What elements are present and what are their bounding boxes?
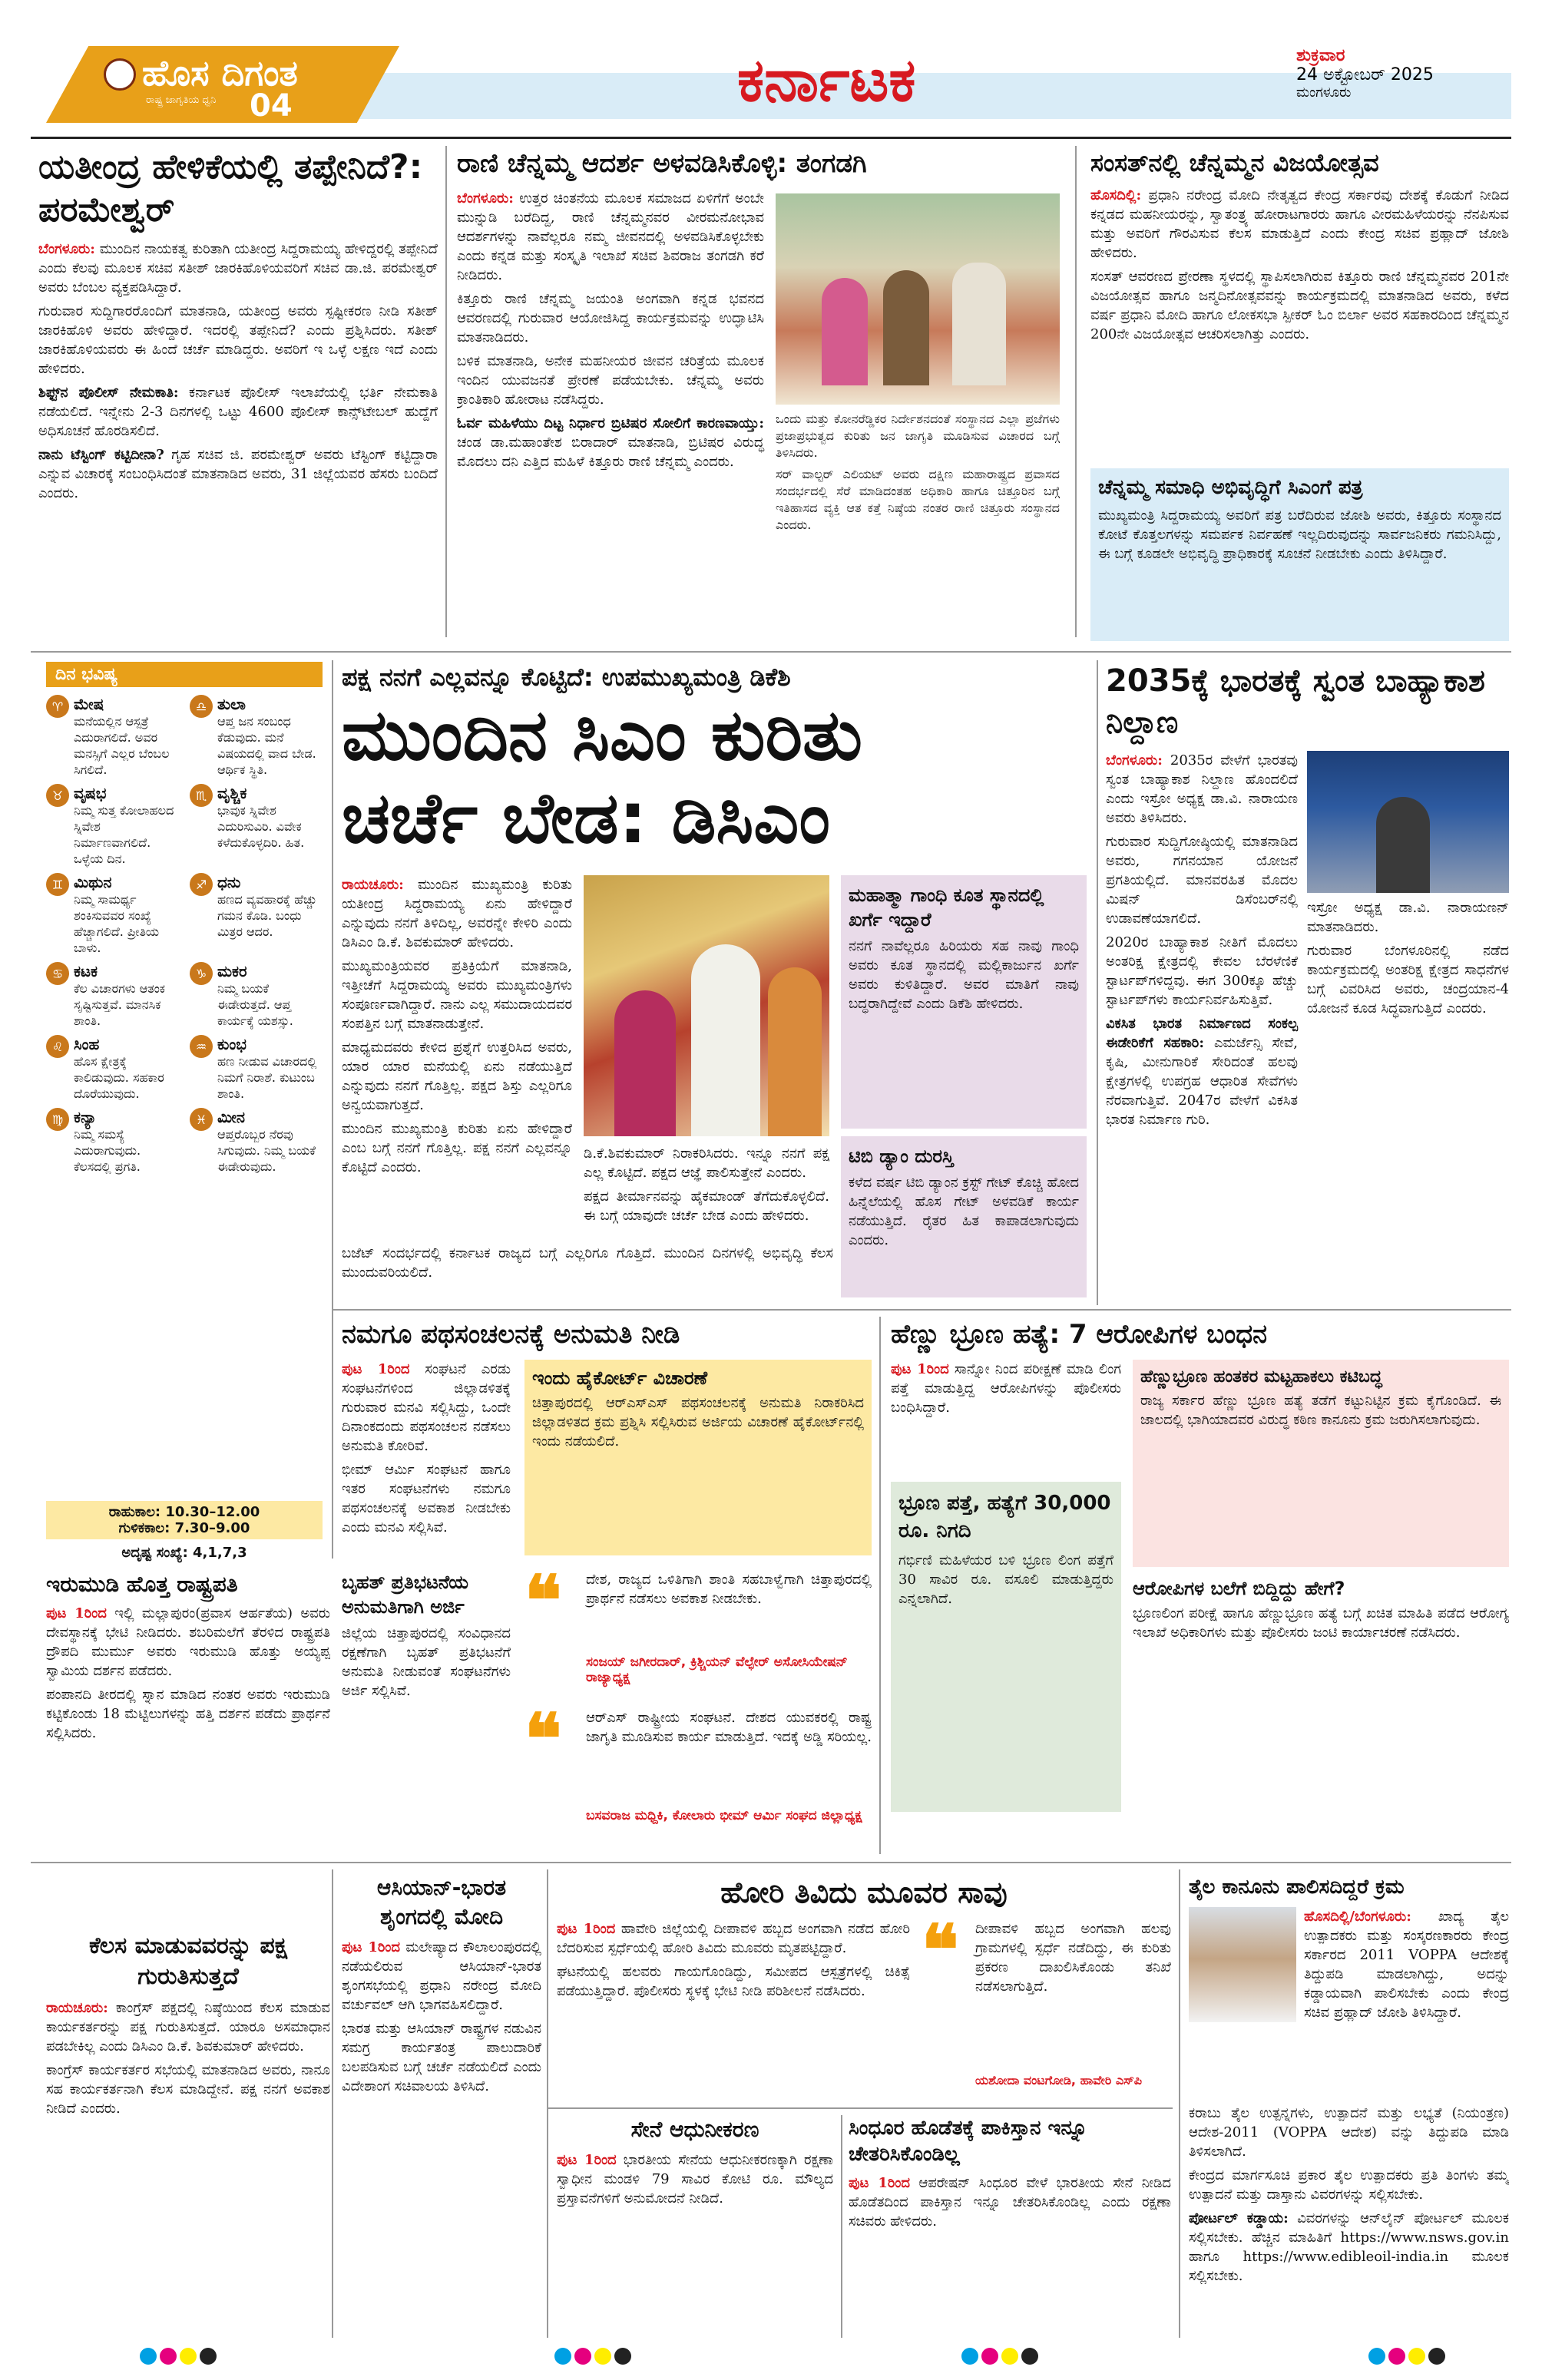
story-space [1106, 660, 1509, 1305]
dateline: ಪುಟ 1ರಿಂದ [891, 1361, 949, 1377]
story-parliament-p1: ಪ್ರಧಾನಿ ನರೇಂದ್ರ ಮೋದಿ ನೇತೃತ್ವದ ಕೇಂದ್ರ ಸರ್ಕಾರವು ದೇಶಕ್ಕೆ ಕೊಡುಗೆ ನೀಡಿದ ಕನ್ನಡದ ಮಹನೀಯರನ್ನು, ಸ್ವಾತಂತ್ರ್ಯ ಹೋರಾಟಗಾರರು ಹಾಗೂ ವೀರಮಹಿಳೆಯರನ್ನು ನೆನಪಿಸುವ ಮತ್ತು ಅವರಿಗೆ ಗೌರವಿಸುವ ಕೆಲಸ ಮಾಡುತ್ತಿದೆ ಎಂದು ಕೇಂದ್ರ ಸಚಿವ ಪ್ರಹ್ಲಾದ್ ಜೋಶಿ ಹೇಳಿದರು. [1090, 187, 1509, 261]
highcourt-text: ಚಿತ್ತಾಪುರದಲ್ಲಿ ಆರ್‌ಎಸ್‌ಎಸ್ ಪಥಸಂಚಲನಕ್ಕೆ ಅನುಮತಿ ನಿರಾಕರಿಸಿದ ಜಿಲ್ಲಾಡಳಿತದ ಕ್ರಮ ಪ್ರಶ್ನಿಸಿ ಸಲ್ಲಿಸಿರುವ ಅರ್ಜಿಯ ವಿಚಾರಣೆ ಹೈಕೋರ್ಟ್‌ನಲ್ಲಿ ಇಂದು ನಡೆಯಲಿದೆ. [532, 1395, 864, 1449]
virgo-icon: ♍ [46, 1108, 69, 1131]
story-yatindra-p4: ಗೃಹ ಸಚಿವ ಜಿ. ಪರಮೇಶ್ವರ್ ಅವರು ಟೆಸ್ಟಿಂಗ್ ಕಟ್ಟಿದ್ದಾರಾ ಎನ್ನುವ ವಿಚಾರಕ್ಕೆ ಸಂಬಂಧಿಸಿದಂತೆ ಮಾತನಾಡಿದ ಅವರು, 31 ಜಿಲ್ಲೆಯವರ ಹೆಸರು ಬಂದಿದೆ ಎಂದರು. [38, 447, 438, 501]
story-rss-p1: ಸಂಘಟನೆ ಎರಡು ಸಂಘಟನೆಗಳಿಂದ ಜಿಲ್ಲಾಡಳಿತಕ್ಕೆ ಗುರುವಾರ ಮನವಿ ಸಲ್ಲಿಸಿದ್ದು, ಒಂದೇ ದಿನಾಂಕದಂದು ಪಥಸಂಚಲನ ನಡೆಸಲು ಅನುಮತಿ ಕೋರಿವೆ. [342, 1361, 511, 1454]
date: 24 ಅಕ್ಟೋಬರ್ 2025 [1296, 65, 1434, 84]
divider [547, 1869, 548, 2338]
cancer-icon: ♋ [46, 962, 69, 985]
story-workers-p2: ಕಾಂಗ್ರೆಸ್ ಕಾರ್ಯಕರ್ತರ ಸಭೆಯಲ್ಲಿ ಮಾತನಾಡಿದ ಅವರು, ನಾನೂ ಸಹ ಕಾರ್ಯಕರ್ತನಾಗಿ ಕೆಲಸ ಮಾಡಿದ್ದೇನೆ. ಪಕ್ಷ ನನಗೆ ಅವಕಾಶ ನೀಡಿದೆ ಎಂದರು. [46, 2062, 330, 2117]
sign-kumbha: ♒ ಕುಂಭ ಹಣ ನೀಡುವ ವಿಚಾರದಲ್ಲಿ ನಿಮಗೆ ನಿರಾಶೆ. ಕುಟುಂಬ ಶಾಂತಿ. [190, 1035, 323, 1102]
dateline: ಪುಟ 1ರಿಂದ [342, 1939, 400, 1955]
dateline: ಹೊಸದಿಲ್ಲಿ: [1090, 187, 1142, 203]
story-chennamma-p3: ಬಳಿಕ ಮಾತನಾಡಿ, ಅನೇಕ ಮಹನೀಯರ ಜೀವನ ಚರಿತ್ರೆಯ ಮೂಲಕ ಇಂದಿನ ಯುವಜನತೆ ಪ್ರೇರಣೆ ಪಡೆಯಬೇಕು. ಚೆನ್ನಮ್ಮ ಅವರು ಕ್ರಾಂತಿಕಾರಿ ಹೋರಾಟ ನಡೆಸಿದ್ದರು. [457, 353, 764, 408]
logo-text: ಹೊಸ ದಿಗಂತ [142, 52, 298, 94]
story-parliament-title: ಸಂಸತ್‌ನಲ್ಲಿ ಚೆನ್ನಮ್ಮನ ವಿಜಯೋತ್ಸವ [1090, 148, 1379, 177]
story-workers-p1: ಕಾಂಗ್ರೆಸ್ ಪಕ್ಷದಲ್ಲಿ ನಿಷ್ಠೆಯಿಂದ ಕೆಲಸ ಮಾಡುವ ಕಾರ್ಯಕರ್ತರನ್ನು ಪಕ್ಷ ಗುರುತಿಸುತ್ತದೆ. ಯಾರೂ ಅಸಮಾಧಾನ ಪಡಬೇಕಿಲ್ಲ ಎಂದು ಡಿಸಿಎಂ ಡಿ.ಕೆ. ಶಿವಕುಮಾರ್ ಹೇಳಿದರು. [46, 2000, 330, 2054]
story-chennamma [457, 146, 1064, 645]
story-space-title: 2035ಕ್ಕೆ ಭಾರತಕ್ಕೆ ಸ್ವಂತ ಬಾಹ್ಯಾಕಾಶ ನಿಲ್ದಾಣ [1106, 663, 1485, 740]
dateline: ಬೆಂಗಳೂರು: [38, 241, 95, 257]
samadhi-box [1090, 468, 1509, 641]
story-rss-title: ನಮಗೂ ಪಥಸಂಚಲನಕ್ಕೆ ಅನುಮತಿ ನೀಡಿ [342, 1319, 680, 1350]
divider [1179, 1869, 1180, 2338]
story-hori-title: ಹೋರಿ ತಿವಿದು ಮೂವರ ಸಾವು [720, 1876, 1008, 1909]
reward-box [891, 1482, 1121, 1812]
story-oil-p3: ಕೇಂದ್ರದ ಮಾರ್ಗಸೂಚಿ ಪ್ರಕಾರ ತೈಲ ಉತ್ಪಾದಕರು ಪ್ರತಿ ತಿಂಗಳು ತಮ್ಮ ಉತ್ಪಾದನೆ ಮತ್ತು ದಾಸ್ತಾನು ವಿವರಗಳನ್ನು ಸಲ್ಲಿಸಬೇಕು. [1189, 2167, 1509, 2203]
dateline: ಪುಟ 1ರಿಂದ [342, 1361, 410, 1377]
story-army-text: ಭಾರತೀಯ ಸೇನೆಯ ಆಧುನೀಕರಣಕ್ಕಾಗಿ ರಕ್ಷಣಾ ಸ್ವಾಧೀನ ಮಂಡಳಿ 79 ಸಾವಿರ ಕೋಟಿ ರೂ. ಮೌಲ್ಯದ ಪ್ರಸ್ತಾವನೆಗಳಿಗೆ ಅನುಮೋದನೆ ನೀಡಿದೆ. [557, 2152, 833, 2206]
divider [879, 1317, 881, 1854]
sign-dhanu: ♐ ಧನು ಹಣದ ವ್ಯವಹಾರಕ್ಕೆ ಹೆಚ್ಚು ಗಮನ ಕೊಡಿ. ಬಂಧು ಮಿತ್ರರ ಆದರ. [190, 873, 323, 956]
divider [332, 1869, 333, 2338]
city: ಮಂಗಳೂರು [1296, 84, 1352, 101]
sign-kanya: ♍ ಕನ್ಯಾ ನಿಮ್ಮ ಸಮಸ್ಯೆ ಎದುರಾಗುವುದು. ಕೆಲಸದಲ್ಲಿ ಪ್ರಗತಿ. [46, 1108, 179, 1175]
caught-text: ಭ್ರೂಣಲಿಂಗ ಪರೀಕ್ಷೆ ಹಾಗೂ ಹೆಣ್ಣುಭ್ರೂಣ ಹತ್ಯೆ ಬಗ್ಗೆ ಖಚಿತ ಮಾಹಿತಿ ಪಡೆದ ಆರೋಗ್ಯ ಇಲಾಖೆ ಅಧಿಕಾರಿಗಳು ಮತ್ತು ಪೊಲೀಸರು ಜಂಟಿ ಕಾರ್ಯಾಚರಣೆ ನಡೆಸಿದರು. [1133, 1605, 1509, 1641]
story-parliament-p2: ಸಂಸತ್ ಆವರಣದ ಪ್ರೇರಣಾ ಸ್ಥಳದಲ್ಲಿ ಸ್ಥಾಪಿಸಲಾಗಿರುವ ಕಿತ್ತೂರು ರಾಣಿ ಚೆನ್ನಮ್ಮನವರ 201ನೇ ವಿಜಯೋತ್ಸವ ಹಾಗೂ ಜನ್ಮದಿನೋತ್ಸವವನ್ನು ಕಾರ್ಯಕ್ರಮದಲ್ಲಿ ಮಾತನಾಡಿದ ಅವರು, ಕಳೆದ ವರ್ಷ ಪ್ರಧಾನಿ ಮೋದಿ ಹಾಗೂ ಲೋಕಸಭಾ ಸ್ಪೀಕರ್ ಓಂ ಬಿರ್ಲಾ ಅವರ ಸಹಕಾರದಿಂದ ಚೆನ್ನಮ್ಮನ 200ನೇ ವಿಜಯೋತ್ಸವ ಆಚರಿಸಲಾಗಿತ್ತು ಎಂದರು. [1090, 269, 1509, 342]
gandhi-title: ಮಹಾತ್ಮಾ ಗಾಂಧಿ ಕೂತ ಸ್ಥಾನದಲ್ಲಿ ಖರ್ಗೆ ಇದ್ದಾರೆ [849, 884, 1044, 931]
sign-vrischika: ♏ ವೃಶ್ಚಿಕ ಭಾವುಕ ಸ್ನಿವೇಶ ಎದುರಿಸುವಿರಿ. ವಿವೇಕ ಕಳೆದುಕೊಳ್ಳದಿರಿ. ಹಿತ. [190, 784, 323, 867]
lead-p1: ಮುಂದಿನ ಮುಖ್ಯಮಂತ್ರಿ ಕುರಿತು ಯತೀಂದ್ರ ಸಿದ್ದರಾಮಯ್ಯ ಏನು ಹೇಳಿದ್ದಾರೆ ಎನ್ನುವುದು ನನಗೆ ತಿಳಿದಿಲ್ಲ, ಅವರನ್ನೇ ಕೇಳಿರಿ ಎಂದು ಡಿಸಿಎಂ ಡಿ.ಕೆ. ಶಿವಕುಮಾರ್ ಹೇಳಿದರು. [342, 877, 572, 950]
rule [31, 651, 1511, 653]
story-foeticide-title: ಹೆಣ್ಣು ಭ್ರೂಣ ಹತ್ಯೆ: 7 ಆರೋಪಿಗಳ ಬಂಧನ [891, 1319, 1268, 1350]
pledge-text: ರಾಜ್ಯ ಸರ್ಕಾರ ಹೆಣ್ಣು ಭ್ರೂಣ ಹತ್ಯೆ ತಡೆಗೆ ಕಟ್ಟುನಿಟ್ಟಿನ ಕ್ರಮ ಕೈಗೊಂಡಿದೆ. ಈ ಜಾಲದಲ್ಲಿ ಭಾಗಿಯಾದವರ ವಿರುದ್ಧ ಕಠಿಣ ಕಾನೂನು ಕ್ರಮ ಜರುಗಿಸಲಾಗುವುದು. [1140, 1393, 1501, 1428]
subhead: ಶಿಫ್ಟ್‌ನ ಪೊಲೀಸ್ ನೇಮಕಾತಿ: [38, 385, 179, 401]
lead-headline-2: ಚರ್ಚೆ ಬೇಡ: ಡಿಸಿಎಂ [342, 777, 831, 859]
protest-box [342, 1570, 511, 1701]
story-foeticide-p1: ಸಾನ್ನೋ ನಿಂದ ಪರೀಕ್ಷಣೆ ಮಾಡಿ ಲಿಂಗ ಪತ್ತೆ ಮಾಡುತ್ತಿದ್ದ ಆರೋಪಿಗಳನ್ನು ಪೊಲೀಸರು ಬಂಧಿಸಿದ್ದಾರೆ. [891, 1361, 1121, 1416]
story-chennamma-title: ರಾಣಿ ಚೆನ್ನಮ್ಮ ಆದರ್ಶ ಅಳವಡಿಸಿಕೊಳ್ಳಿ: ತಂಗಡಗಿ [457, 148, 867, 179]
chennamma-photo-caption: ಒಂದು ಮತ್ತು ಕೋನರೆಡ್ಡಿಕರ ನಿರ್ದೇಶನದಂತೆ ಸಂಸ್ಥಾನದ ಎಲ್ಲಾ ಪ್ರಜೆಗಳು ಪ್ರಜಾಪ್ರಭುತ್ವದ ಕುರಿತು ಜನ ಜಾಗೃತಿ ಮೂಡಿಸುವ ವಿಚಾರದ ಬಗ್ಗೆ ತಿಳಿಸಿದರು. [776, 412, 1060, 460]
reward-title: ಭ್ರೂಣ ಪತ್ತೆ, ಹತ್ಯೆಗೆ 30,000 ರೂ. ನಿಗದಿ [898, 1492, 1111, 1542]
story-chennamma-p4: ಚಂಡ ಡಾ.ಮಹಾಂತೇಶ ಬಿರಾದಾರ್ ಮಾತನಾಡಿ, ಬ್ರಿಟಿಷರ ವಿರುದ್ಧ ಮೊದಲು ದನಿ ಎತ್ತಿದ ಮಹಿಳೆ ಕಿತ್ತೂರು ರಾಣಿ ಚೆನ್ನಮ್ಮ ಎಂದರು. [457, 435, 764, 470]
subhead: ನಾನು ಟೆಸ್ಟಿಂಗ್ ಕಟ್ಟಿದೀನಾ? [38, 447, 164, 463]
sign-makara: ♑ ಮಕರ ನಿಮ್ಮ ಬಯಕೆ ಈಡೇರುತ್ತದೆ. ಆಪ್ತ ಕಾರ್ಯಕ್ಕೆ ಯಶಸ್ಸು. [190, 962, 323, 1029]
subhead: ಓರ್ವ ಮಹಿಳೆಯು ದಿಟ್ಟ ನಿರ್ಧಾರ ಬ್ರಿಟಿಷರ ಸೋಲಿಗೆ ಕಾರಣವಾಯ್ತು: [457, 415, 764, 431]
sign-meena: ♓ ಮೀನ ಆಪ್ತರೊಬ್ಬರ ನೆರವು ಸಿಗುವುದು. ನಿಮ್ಮ ಬಯಕೆ ಈಡೇರುವುದು. [190, 1108, 323, 1175]
gandhi-text: ನನಗೆ ನಾವೆಲ್ಲರೂ ಹಿರಿಯರು ಸಹ ನಾವು ಗಾಂಧಿ ಅವರು ಕೂತ ಸ್ಥಾನದಲ್ಲಿ ಮಲ್ಲಿಕಾರ್ಜುನ ಖರ್ಗೆ ಅವರು ಕುಳಿತಿದ್ದಾರೆ. ಅವರ ಮಾತಿಗೆ ನಾವು ಬದ್ಧರಾಗಿದ್ದೇವೆ ಎಂದು ಡಿಕೆಶಿ ಹೇಳಿದರು. [849, 938, 1079, 1012]
quote-2-text: ಆರ್‌ಎಸ್ ರಾಷ್ಟ್ರೀಯ ಸಂಘಟನೆ. ದೇಶದ ಯುವಕರಲ್ಲಿ ರಾಷ್ಟ್ರ ಜಾಗೃತಿ ಮೂಡಿಸುವ ಕಾರ್ಯ ಮಾಡುತ್ತಿದೆ. ಇದಕ್ಕೆ ಅಡ್ಡಿ ಸರಿಯಲ್ಲ. [586, 1710, 872, 1745]
divider [445, 146, 447, 637]
quote-1-text: ದೇಶ, ರಾಜ್ಯದ ಒಳಿತಿಗಾಗಿ ಶಾಂತಿ ಸಹಬಾಳ್ವೆಗಾಗಿ ಚಿತ್ತಾಪುರದಲ್ಲಿ ಪ್ರಾರ್ಥನೆ ನಡೆಸಲು ಅವಕಾಶ ನೀಡಬೇಕು. [586, 1572, 872, 1607]
pledge-box [1133, 1360, 1509, 1567]
quote-icon: ❝ [524, 1560, 562, 1641]
dateline: ಪುಟ 1ರಿಂದ [557, 1921, 616, 1937]
highcourt-box [524, 1360, 872, 1555]
reward-text: ಗರ್ಭಿಣಿ ಮಹಿಳೆಯರ ಬಳಿ ಭ್ರೂಣ ಲಿಂಗ ಪತ್ತೆಗೆ 30 ಸಾವಿರ ರೂ. ವಸೂಲಿ ಮಾಡುತ್ತಿದ್ದರು ಎನ್ನಲಾಗಿದೆ. [898, 1552, 1113, 1607]
story-workers-title: ಕೆಲಸ ಮಾಡುವವರನ್ನು ಪಕ್ಷ ಗುರುತಿಸುತ್ತದೆ [89, 1932, 287, 1990]
day: ಶುಕ್ರವಾರ [1296, 46, 1345, 65]
lead-headline-1: ಮುಂದಿನ ಸಿಎಂ ಕುರಿತು [342, 694, 863, 776]
dateline: ರಾಯಚೂರು: [342, 877, 404, 893]
dateline: ಬೆಂಗಳೂರು: [457, 190, 514, 207]
sign-tula: ♎ ತುಲಾ ಆಪ್ತ ಜನ ಸಂಬಂಧ ಕೆಡುವುದು. ಮನೆ ವಿಷಯದಲ್ಲಿ ವಾದ ಬೇಡ. ಆರ್ಥಿಕ ಸ್ಥಿತಿ. [190, 695, 323, 778]
divider [1097, 660, 1098, 1305]
story-rss-p2: ಭೀಮ್ ಆರ್ಮಿ ಸಂಘಟನೆ ಹಾಗೂ ಇತರ ಸಂಘಟನೆಗಳು ನಮಗೂ ಪಥಸಂಚಲನಕ್ಕೆ ಅವಕಾಶ ನೀಡಬೇಕು ಎಂದು ಮನವಿ ಸಲ್ಲಿಸಿವೆ. [342, 1462, 511, 1535]
story-yatindra-p2: ಗುರುವಾರ ಸುದ್ದಿಗಾರರೊಂದಿಗೆ ಮಾತನಾಡಿ, ಯತೀಂದ್ರ ಅವರು ಸ್ಪಷ್ಟೀಕರಣ ನೀಡಿ ಸತೀಶ್ ಜಾರಕಿಹೊಳಿ ಅವರು ಹೇಳಿದ್ದಾರೆ. ಇದರಲ್ಲಿ ತಪ್ಪೇನಿದೆ? ಎಂದು ಪ್ರಶ್ನಿಸಿದರು. ಸತೀಶ್ ಜಾರಕಿಹೊಳಿಯವರು ಈ ಹಿಂದೆ ಚರ್ಚೆ ಮಾಡಿದ್ದರು. ಅವರಿಗೆ ಇ ಒಳ್ಳೆ ಲಕ್ಷಣ ಇದೆ ಎಂದು ಹೇಳಿದರು. [38, 303, 438, 377]
story-yatindra-title: ಯತೀಂದ್ರ ಹೇಳಿಕೆಯಲ್ಲಿ ತಪ್ಪೇನಿದೆ?: ಪರಮೇಶ್ವರ್ [38, 147, 423, 230]
quote-2-author: ಬಸವರಾಜ ಮಧ್ದಿಕಿ, ಕೋಲಾರು ಭೀಮ್ ಆರ್ಮಿ ಸಂಘದ ಜಿಲ್ಲಾಧ್ಯಕ್ಷ [586, 1808, 862, 1823]
story-space-p3: 2020ರ ಬಾಹ್ಯಾಕಾಶ ನೀತಿಗೆ ಮೊದಲು ಅಂತರಿಕ್ಷ ಕ್ಷೇತ್ರದಲ್ಲಿ ಕೇವಲ ಬೆರಳೆಣಿಕೆ ಸ್ಟಾರ್ಟಪ್‌ಗಳಿದ್ದವು. ಈಗ 300ಕ್ಕೂ ಹೆಚ್ಚು ಸ್ಟಾರ್ಟಪ್‌ಗಳು ಕಾರ್ಯನಿರ್ವಹಿಸುತ್ತಿವೆ. [1106, 934, 1298, 1008]
dateline: ಬೆಂಗಳೂರು: [1106, 752, 1163, 769]
story-yatindra-p3: ಕರ್ನಾಟಕ ಪೊಲೀಸ್ ಇಲಾಖೆಯಲ್ಲಿ ಭರ್ತಿ ನೇಮಕಾತಿ ನಡೆಯಲಿದೆ. ಇನ್ನೇನು 2-3 ದಿನಗಳಲ್ಲಿ ಒಟ್ಟು 4600 ಪೊಲೀಸ್ ಕಾನ್ಸ್‌ಟೇಬಲ್ ಹುದ್ದೆಗೆ ಅಧಿಸೂಚನೆ ಹೊರಡಿಸಲಿದೆ. [38, 385, 438, 439]
story-army [557, 2115, 833, 2338]
sign-simha: ♌ ಸಿಂಹ ಹೊಸ ಕ್ಷೇತ್ರಕ್ಕೆ ಕಾಲಿಡುವುದು. ಸಹಕಾರ ದೊರೆಯುವುದು. [46, 1035, 179, 1102]
pisces-icon: ♓ [190, 1108, 213, 1131]
sagittarius-icon: ♐ [190, 873, 213, 896]
story-space-p4: ಎಮರ್ಜೆನ್ಸಿ ಸೇವೆ, ಕೃಷಿ, ಮೀನುಗಾರಿಕೆ ಸೇರಿದಂತೆ ಹಲವು ಕ್ಷೇತ್ರಗಳಲ್ಲಿ ಉಪಗ್ರಹ ಆಧಾರಿತ ಸೇವೆಗಳು ನೆರವಾಗುತ್ತಿವೆ. 2047ರ ವೇಳೆಗೆ ವಿಕಸಿತ ಭಾರತ ನಿರ್ಮಾಣ ಗುರಿ. [1106, 1035, 1298, 1128]
protest-title: ಬೃಹತ್ ಪ್ರತಿಭಟನೆಯ ಅನುಮತಿಗಾಗಿ ಅರ್ಜಿ [342, 1572, 469, 1618]
quote-box-2 [524, 1698, 872, 1854]
story-asean-p2: ಭಾರತ ಮತ್ತು ಆಸಿಯಾನ್ ರಾಷ್ಟ್ರಗಳ ನಡುವಿನ ಸಮಗ್ರ ಕಾರ್ಯತಂತ್ರ ಪಾಲುದಾರಿಕೆ ಬಲಪಡಿಸುವ ಬಗ್ಗೆ ಚರ್ಚೆ ನಡೆಯಲಿದೆ ಎಂದು ವಿದೇಶಾಂಗ ಸಚಿವಾಲಯ ತಿಳಿಸಿದೆ. [342, 2021, 541, 2094]
story-foeticide [891, 1317, 1509, 1854]
story-hori-p2: ಘಟನೆಯಲ್ಲಿ ಹಲವರು ಗಾಯಗೊಂಡಿದ್ದು, ಸಮೀಪದ ಆಸ್ಪತ್ರೆಗಳಲ್ಲಿ ಚಿಕಿತ್ಸೆ ಪಡೆಯುತ್ತಿದ್ದಾರೆ. ಪೊಲೀಸರು ಸ್ಥಳಕ್ಕೆ ಭೇಟಿ ನೀಡಿ ಪರಿಶೀಲನೆ ನಡೆಸಿದರು. [557, 1964, 910, 1999]
horoscope [46, 662, 323, 1506]
divider [841, 2115, 842, 2338]
story-rashtrapati-p2: ಪಂಪಾನದಿ ತೀರದಲ್ಲಿ ಸ್ನಾನ ಮಾಡಿದ ನಂತರ ಅವರು ಇರುಮುಡಿ ಕಟ್ಟಿಕೊಂಡು 18 ಮೆಟ್ಟಿಲುಗಳನ್ನು ಹತ್ತಿ ದರ್ಶನ ಪಡೆದು ಪ್ರಾರ್ಥನೆ ಸಲ್ಲಿಸಿದರು. [46, 1687, 330, 1741]
highcourt-title: ಇಂದು ಹೈಕೋರ್ಟ್ ವಿಚಾರಣೆ [532, 1367, 708, 1389]
subhead: ಪೋರ್ಟಲ್ ಕಡ್ಡಾಯ: [1189, 2210, 1289, 2226]
dateline: ರಾಯಚೂರು: [46, 2000, 108, 2016]
lead-p2: ಮುಖ್ಯಮಂತ್ರಿಯವರ ಪ್ರತಿಕ್ರಿಯೆಗೆ ಮಾತನಾಡಿ, ಇತ್ತೀಚೆಗೆ ಸಿದ್ದರಾಮಯ್ಯ ಅವರು ಮುಖ್ಯಮಂತ್ರಿಗಳು ಸಂಪೂರ್ಣವಾಗಿದ್ದಾರೆ. ನಾನು ಎಲ್ಲ ಸಮುದಾಯದವರ ಸಂಪತ್ತಿನ ಬಗ್ಗೆ ಮಾತನಾಡುತ್ತೇನೆ. [342, 958, 572, 1032]
dateline: ಪುಟ 1ರಿಂದ [557, 2152, 617, 2168]
hori-quote-text: ದೀಪಾವಳಿ ಹಬ್ಬದ ಅಂಗವಾಗಿ ಹಲವು ಗ್ರಾಮಗಳಲ್ಲಿ ಸ್ಪರ್ಧೆ ನಡೆದಿದ್ದು, ಈ ಕುರಿತು ಪ್ರಕರಣ ದಾಖಲಿಸಿಕೊಂಡು ತನಿಖೆ ನಡೆಸಲಾಗುತ್ತಿದೆ. [975, 1921, 1171, 1995]
dkshivakumar-photo [584, 875, 829, 1136]
story-rss [342, 1317, 872, 1854]
lead-p4: ಮುಂದಿನ ಮುಖ್ಯಮಂತ್ರಿ ಕುರಿತು ಏನು ಹೇಳಿದ್ದಾರೆ ಎಂಬ ಬಗ್ಗೆ ನನಗೆ ಗೊತ್ತಿಲ್ಲ. ಪಕ್ಷ ನನಗೆ ಎಲ್ಲವನ್ನೂ ಕೊಟ್ಟಿದೆ ಎಂದರು. [342, 1121, 572, 1175]
story-space-p2: ಗುರುವಾರ ಸುದ್ದಿಗೋಷ್ಠಿಯಲ್ಲಿ ಮಾತನಾಡಿದ ಅವರು, ಗಗನಯಾನ ಯೋಜನೆ ಪ್ರಗತಿಯಲ್ಲಿದೆ. ಮಾನವರಹಿತ ಮೊದಲ ಮಿಷನ್ ಡಿಸೆಂಬರ್‌ನಲ್ಲಿ ಉಡಾವಣೆಯಾಗಲಿದೆ. [1106, 834, 1298, 927]
logo-emblem-icon [104, 58, 136, 91]
samadhi-text: ಮುಖ್ಯಮಂತ್ರಿ ಸಿದ್ದರಾಮಯ್ಯ ಅವರಿಗೆ ಪತ್ರ ಬರೆದಿರುವ ಜೋಶಿ ಅವರು, ಕಿತ್ತೂರು ಸಂಸ್ಥಾನದ ಕೋಟೆ ಕೊತ್ತಲಗಳನ್ನು ಸಮರ್ಪಕ ನಿರ್ವಹಣೆ ಇಲ್ಲದಿರುವುದನ್ನು ಸಾರ್ವಜನಿಕರು ಗಮನಿಸಿದ್ದು, ಈ ಬಗ್ಗೆ ಕೂಡಲೇ ಅಭಿವೃದ್ಧಿ ಪ್ರಾಧಿಕಾರಕ್ಕೆ ಸೂಚನೆ ನೀಡಬೇಕು ಎಂದು ತಿಳಿಸಿದ್ದಾರೆ. [1098, 507, 1501, 562]
story-sindoor-text: ಆಪರೇಷನ್ ಸಿಂಧೂರ ವೇಳೆ ಭಾರತೀಯ ಸೇನೆ ನೀಡಿದ ಹೊಡೆತದಿಂದ ಪಾಕಿಸ್ತಾನ ಇನ್ನೂ ಚೇತರಿಸಿಕೊಂಡಿಲ್ಲ ಎಂದು ರಕ್ಷಣಾ ಸಚಿವರು ಹೇಳಿದರು. [849, 2175, 1171, 2230]
dam-text: ಕಳೆದ ವರ್ಷ ಟಿಬಿ ಡ್ಯಾಂನ ಕ್ರಸ್ಟ್ ಗೇಟ್ ಕೊಚ್ಚಿ ಹೋದ ಹಿನ್ನೆಲೆಯಲ್ಲಿ ಹೊಸ ಗೇಟ್ ಅಳವಡಿಕೆ ಕಾರ್ಯ ನಡೆಯುತ್ತಿದೆ. ರೈತರ ಹಿತ ಕಾಪಾಡಲಾಗುವುದು ಎಂದರು. [849, 1175, 1080, 1248]
story-oil-p4: ವಿವರಗಳನ್ನು ಆನ್‌ಲೈನ್ ಪೋರ್ಟಲ್ ಮೂಲಕ ಸಲ್ಲಿಸಬೇಕು. ಹೆಚ್ಚಿನ ಮಾಹಿತಿಗೆ https://www.nsws.gov.in ಹಾಗೂ https://www.edibleoil-india.in ಮೂಲಕ ಸಲ್ಲಿಸಬೇಕು. [1189, 2210, 1509, 2284]
divider [332, 660, 333, 1559]
caught-title: ಆರೋಪಿಗಳ ಬಲೆಗೆ ಬಿದ್ದಿದ್ದು ಹೇಗೆ? [1133, 1578, 1345, 1599]
page-number: 04 [250, 88, 293, 123]
story-chennamma-p5: ಸರ್ ವಾಲ್ಟರ್ ಎಲಿಯಟ್ ಅವರು ದಕ್ಷಿಣ ಮಹಾರಾಷ್ಟ್ರದ ಪ್ರವಾಸದ ಸಂದರ್ಭದಲ್ಲಿ ಸೆರೆ ಮಾಡಿದಂತಹ ಅಧಿಕಾರಿ ಹಾಗೂ ಚಿತ್ತೂರಿನ ಬಗ್ಗೆ ಇತಿಹಾಸದ ವ್ಯಕ್ತಿ ಆತ ಕತ್ತೆ ನಿಷ್ಠೆಯ ನಂತರ ರಾಣಿ ಚಿತ್ತೂರು ಸಂಸ್ಥಾನದ ಎಂದರು. [776, 467, 1060, 532]
gemini-icon: ♊ [46, 873, 69, 896]
registration-marks [0, 2342, 1542, 2372]
pledge-title: ಹೆಣ್ಣುಭ್ರೂಣ ಹಂತಕರ ಮಟ್ಟಹಾಕಲು ಕಟಿಬದ್ಧ [1140, 1367, 1382, 1387]
story-asean-title: ಆಸಿಯಾನ್-ಭಾರತ ಶೃಂಗದಲ್ಲಿ ಮೋದಿ [376, 1875, 507, 1929]
section-title: ಕರ್ನಾಟಕ [737, 46, 916, 115]
story-space-p1: 2035ರ ವೇಳೆಗೆ ಭಾರತವು ಸ್ವಂತ ಬಾಹ್ಯಾಕಾಶ ನಿಲ್ದಾಣ ಹೊಂದಲಿದೆ ಎಂದು ಇಸ್ರೋ ಅಧ್ಯಕ್ಷ ಡಾ.ವಿ. ನಾರಾಯಣ ಅವರು ತಿಳಿಸಿದರು. [1106, 752, 1298, 826]
date-block [1296, 46, 1496, 101]
story-oil [1189, 1873, 1509, 2338]
dam-title: ಟಿಬಿ ಡ್ಯಾಂ ದುರಸ್ತಿ [849, 1145, 954, 1167]
story-yatindra-p1: ಮುಂದಿನ ನಾಯಕತ್ವ ಕುರಿತಾಗಿ ಯತೀಂದ್ರ ಸಿದ್ದರಾಮಯ್ಯ ಹೇಳಿದ್ದರಲ್ಲಿ ತಪ್ಪೇನಿದೆ ಎಂದು ಕೆಲವು ಮೂಲಕ ಸಚಿವ ಸತೀಶ್ ಜಾರಕಿಹೊಳಿಯವರಿಗೆ ಸಚಿವ ಡಾ.ಜಿ. ಪರಮೇಶ್ವರ್ ಅವರು ಬೆಂಬಲ ವ್ಯಕ್ತಪಡಿಸಿದ್ದಾರೆ. [38, 241, 438, 296]
lead-story [342, 660, 1090, 1305]
story-army-title: ಸೇನೆ ಆಧುನೀಕರಣ [630, 2117, 759, 2142]
quote-box-1 [524, 1560, 872, 1701]
aquarius-icon: ♒ [190, 1035, 213, 1058]
leo-icon: ♌ [46, 1035, 69, 1058]
dateline: ಪುಟ 1ರಿಂದ [849, 2175, 910, 2191]
sign-kataka: ♋ ಕಟಕ ಕೆಲ ವಿಚಾರಗಳು ಆತಂಕ ಸೃಷ್ಟಿಸುತ್ತವೆ. ಮಾನಸಿಕ ಶಾಂತಿ. [46, 962, 179, 1029]
aries-icon: ♈ [46, 695, 69, 718]
samadhi-title: ಚೆನ್ನಮ್ಮ ಸಮಾಧಿ ಅಭಿವೃದ್ಧಿಗೆ ಸಿಎಂಗೆ ಪತ್ರ [1098, 476, 1363, 499]
story-oil-p2: ಕರಾಬು ತೈಲ ಉತ್ಪನ್ನಗಳು, ಉತ್ಪಾದನೆ ಮತ್ತು ಲಭ್ಯತೆ (ನಿಯಂತ್ರಣ) ಆದೇಶ-2011 (VOPPA ಆದೇಶ) ವನ್ನು ತಿದ್ದುಪಡಿ ಮಾಡಿ ತಿಳಿಸಲಾಗಿದೆ. [1189, 2105, 1509, 2160]
quote-icon: ❝ [922, 1909, 959, 1991]
story-rashtrapati-p1: ಇಲ್ಲಿ ಮಲ್ಲಾಪುರಂ(ಪ್ರವಾಸ ಆರ್ಹತೆಯ) ಅವರು ದೇವಸ್ಥಾನಕ್ಕೆ ಭೇಟಿ ನೀಡಿದರು. ಶಬರಿಮಲೆಗೆ ತೆರಳಿದ ರಾಷ್ಟ್ರಪತಿ ದ್ರೌಪದಿ ಮುರ್ಮು ಅವರು ಇರುಮುಡಿ ಹೊತ್ತು ಅಯ್ಯಪ್ಪ ಸ್ವಾಮಿಯ ದರ್ಶನ ಪಡೆದರು. [46, 1605, 330, 1679]
story-sindoor [849, 2115, 1171, 2338]
story-rashtrapati [46, 1570, 330, 1862]
dateline: ಪುಟ 1ರಿಂದ [46, 1605, 107, 1621]
chennamma-photo [776, 193, 1060, 405]
rule [31, 1862, 1511, 1863]
protest-text: ಜಿಲ್ಲೆಯ ಚಿತ್ತಾಪುರದಲ್ಲಿ ಸಂವಿಧಾನದ ರಕ್ಷಣೆಗಾಗಿ ಬೃಹತ್ ಪ್ರತಿಭಟನೆಗೆ ಅನುಮತಿ ನೀಡುವಂತೆ ಸಂಘಟನೆಗಳು ಅರ್ಜಿ ಸಲ್ಲಿಸಿವೆ. [342, 1625, 511, 1699]
rahukala-box: ರಾಹುಕಾಲ: 10.30–12.00 ಗುಳಿಕಕಾಲ: 7.30–9.00 [46, 1501, 323, 1539]
story-space-p5: ಗುರುವಾರ ಬೆಂಗಳೂರಿನಲ್ಲಿ ನಡೆದ ಕಾರ್ಯಕ್ರಮದಲ್ಲಿ ಅಂತರಿಕ್ಷ ಕ್ಷೇತ್ರದ ಸಾಧನೆಗಳ ಬಗ್ಗೆ ವಿವರಿಸಿದ ಅವರು, ಚಂದ್ರಯಾನ-4 ಯೋಜನೆ ಕೂಡ ಸಿದ್ಧವಾಗುತ್ತಿದೆ ಎಂದರು. [1307, 943, 1509, 1016]
isro-photo-caption: ಇಸ್ರೋ ಅಧ್ಯಕ್ಷ ಡಾ.ವಿ. ನಾರಾಯಣನ್ ಮಾತನಾಡಿದರು. [1307, 900, 1509, 935]
top-rule [31, 137, 1511, 139]
story-oil-title: ತೈಲ ಕಾನೂನು ಪಾಲಿಸದಿದ್ದರೆ ಕ್ರಮ [1189, 1876, 1405, 1899]
story-parliament [1090, 146, 1509, 645]
story-chennamma-p1: ಉತ್ತರ ಚಿಂತನೆಯ ಮೂಲಕ ಸಮಾಜದ ಏಳಿಗೆಗೆ ಅಂಬೇ ಮುನ್ನುಡಿ ಬರೆದಿದ್ದ, ರಾಣಿ ಚೆನ್ನಮ್ಮನವರ ವೀರಮನೋಭಾವ ಆದರ್ಶಗಳನ್ನು ನಾವೆಲ್ಲರೂ ನಮ್ಮ ಜೀವನದಲ್ಲಿ ಅಳವಡಿಸಿಕೊಳ್ಳಬೇಕು ಎಂದು ಕನ್ನಡ ಮತ್ತು ಸಂಸ್ಕೃತಿ ಇಲಾಖೆ ಸಚಿವ ಶಿವರಾಜ ತಂಗಡಗಿ ಕರೆ ನೀಡಿದರು. [457, 190, 764, 283]
story-hori [557, 1873, 1171, 2104]
quote-1-author: ಸಂಜಯ್ ಜಗೀರದಾರ್, ಕ್ರಿಶ್ಚಿಯನ್ ವೆಲ್ಫೇರ್ ಅಸೋಸಿಯೇಷನ್ ರಾಜ್ಯಾಧ್ಯಕ್ಷ [586, 1654, 848, 1685]
sign-vrishabha: ♉ ವೃಷಭ ನಿಮ್ಮ ಸುತ್ತ ಕೋಲಾಹಲದ ಸ್ನಿವೇಶ ನಿರ್ಮಾಣವಾಗಲಿದೆ. ಒಳ್ಳೆಯ ದಿನ. [46, 784, 179, 867]
rule [332, 1309, 1511, 1311]
story-oil-p1: ಖಾದ್ಯ ತೈಲ ಉತ್ಪಾದಕರು ಮತ್ತು ಸಂಸ್ಕರಣಕಾರರು ಕೇಂದ್ರ ಸರ್ಕಾರದ 2011 VOPPA ಆದೇಶಕ್ಕೆ ತಿದ್ದುಪಡಿ ಮಾಡಲಾಗಿದ್ದು, ಅದನ್ನು ಕಡ್ಡಾಯವಾಗಿ ಪಾಲಿಸಬೇಕು ಎಂದು ಕೇಂದ್ರ ಸಚಿವ ಪ್ರಹ್ಲಾದ್ ಜೋಶಿ ತಿಳಿಸಿದ್ದಾರೆ. [1304, 1909, 1509, 2021]
dateline: ಹೊಸದಿಲ್ಲಿ/ಬೆಂಗಳೂರು: [1304, 1909, 1411, 1925]
lucky-numbers: ಅದೃಷ್ಟ ಸಂಖ್ಯೆ: 4,1,7,3 [121, 1545, 247, 1561]
sign-mithuna: ♊ ಮಿಥುನ ನಿಮ್ಮ ಸಾಮರ್ಥ್ಯ ಶಂಕಿಸುವವರ ಸಂಖ್ಯೆ ಹೆಚ್ಚಾಗಲಿದೆ. ಪ್ರೀತಿಯ ಬಾಳು. [46, 873, 179, 956]
hori-quote [922, 1909, 1171, 2104]
story-chennamma-p2: ಕಿತ್ತೂರು ರಾಣಿ ಚೆನ್ನಮ್ಮ ಜಯಂತಿ ಅಂಗವಾಗಿ ಕನ್ನಡ ಭವನದ ಆವರಣದಲ್ಲಿ ಗುರುವಾರ ಆಯೋಜಿಸಿದ್ದ ಕಾರ್ಯಕ್ರಮವನ್ನು ಉದ್ಘಾಟಿಸಿ ಮಾತನಾಡಿದರು. [457, 291, 764, 345]
lead-p6: ಪಕ್ಷದ ತೀರ್ಮಾನವನ್ನು ಹೈಕಮಾಂಡ್ ತೆಗೆದುಕೊಳ್ಳಲಿದೆ. ಈ ಬಗ್ಗೆ ಯಾವುದೇ ಚರ್ಚೆ ಬೇಡ ಎಂದು ಹೇಳಿದರು. [584, 1188, 829, 1224]
gandhi-box [841, 875, 1087, 1129]
story-asean-p1: ಮಲೇಷ್ಯಾದ ಕೌಲಾಲಂಪುರದಲ್ಲಿ ನಡೆಯಲಿರುವ ಆಸಿಯಾನ್-ಭಾರತ ಶೃಂಗಸಭೆಯಲ್ಲಿ ಪ್ರಧಾನಿ ನರೇಂದ್ರ ಮೋದಿ ವರ್ಚುವಲ್ ಆಗಿ ಭಾಗವಹಿಸಲಿದ್ದಾರೆ. [342, 1939, 541, 2013]
isro-photo [1307, 751, 1509, 893]
story-workers [46, 1931, 330, 2338]
libra-icon: ♎ [190, 695, 213, 718]
divider [1075, 146, 1077, 637]
subhead: ವಿಕಸಿತ ಭಾರತ ನಿರ್ಮಾಣದ ಸಂಕಲ್ಪ ಈಡೇರಿಕೆಗೆ ಸಹಕಾರಿ: [1106, 1016, 1298, 1051]
lead-kicker: ಪಕ್ಷ ನನಗೆ ಎಲ್ಲವನ್ನೂ ಕೊಟ್ಟಿದೆ: ಉಪಮುಖ್ಯಮಂತ್ರಿ ಡಿಕೆಶಿ [342, 663, 791, 692]
capricorn-icon: ♑ [190, 962, 213, 985]
hori-quote-author: ಯಶೋದಾ ವಂಟಗೋಡಿ, ಹಾವೇರಿ ಎಸ್‌ಪಿ [975, 2073, 1143, 2087]
scorpio-icon: ♏ [190, 784, 213, 807]
masthead [31, 46, 1511, 123]
taurus-icon: ♉ [46, 784, 69, 807]
lead-p5: ಡಿ.ಕೆ.ಶಿವಕುಮಾರ್ ನಿರಾಕರಿಸಿದರು. ಇನ್ನೂ ನನಗೆ ಪಕ್ಷ ಎಲ್ಲ ಕೊಟ್ಟಿದೆ. ಪಕ್ಷದ ಆಜ್ಞೆ ಪಾಲಿಸುತ್ತೇನೆ ಎಂದರು. [584, 1145, 829, 1181]
story-hori-p1: ಹಾವೇರಿ ಜಿಲ್ಲೆಯಲ್ಲಿ ದೀಪಾವಳಿ ಹಬ್ಬದ ಅಂಗವಾಗಿ ನಡೆದ ಹೋರಿ ಬೆದರಿಸುವ ಸ್ಪರ್ಧೆಯಲ್ಲಿ ಹೋರಿ ತಿವಿದು ಮೂವರು ಮೃತಪಟ್ಟಿದ್ದಾರೆ. [557, 1921, 910, 1956]
logo-tagline: ರಾಷ್ಟ್ರ ಜಾಗೃತಿಯ ಧ್ವನಿ [146, 94, 217, 106]
quote-icon: ❝ [524, 1698, 562, 1780]
story-sindoor-title: ಸಿಂಧೂರ ಹೊಡೆತಕ್ಕೆ ಪಾಕಿಸ್ತಾನ ಇನ್ನೂ ಚೇತರಿಸಿಕೊಂಡಿಲ್ಲ [849, 2117, 1087, 2166]
minister-photo [1189, 1907, 1296, 2022]
sign-mesha: ♈ ಮೇಷ ಮನೆಯಲ್ಲಿನ ಆಸ್ಪತ್ರೆ ಎದುರಾಗಲಿದೆ. ಅವರ ಮನಸ್ಸಿಗೆ ಎಲ್ಲರ ಬೆಂಬಲ ಸಿಗಲಿದೆ. [46, 695, 179, 778]
story-yatindra [38, 146, 438, 645]
lead-p3: ಮಾಧ್ಯಮದವರು ಕೇಳಿದ ಪ್ರಶ್ನೆಗೆ ಉತ್ತರಿಸಿದ ಅವರು, ಯಾರ ಯಾರ ಮನೆಯಲ್ಲಿ ಏನು ನಡೆಯುತ್ತಿದೆ ಎನ್ನುವುದು ನನಗೆ ಗೊತ್ತಿಲ್ಲ. ಪಕ್ಷದ ಶಿಸ್ತು ಎಲ್ಲರಿಗೂ ಅನ್ವಯವಾಗುತ್ತದೆ. [342, 1040, 572, 1113]
horoscope-header: ದಿನ ಭವಿಷ್ಯ [46, 662, 323, 687]
lead-p7: ಬಜೆಟ್ ಸಂದರ್ಭದಲ್ಲಿ ಕರ್ನಾಟಕ ರಾಜ್ಯದ ಬಗ್ಗೆ ಎಲ್ಲರಿಗೂ ಗೊತ್ತಿದೆ. ಮುಂದಿನ ದಿನಗಳಲ್ಲಿ ಅಭಿವೃದ್ಧಿ ಕೆಲಸ ಮುಂದುವರಿಯಲಿದೆ. [342, 1245, 833, 1281]
story-rashtrapati-title: ಇರುಮುಡಿ ಹೊತ್ತ ರಾಷ್ಟ್ರಪತಿ [46, 1572, 238, 1597]
rule [547, 2107, 1173, 2109]
dam-box [841, 1136, 1087, 1297]
story-asean [342, 1873, 541, 2334]
